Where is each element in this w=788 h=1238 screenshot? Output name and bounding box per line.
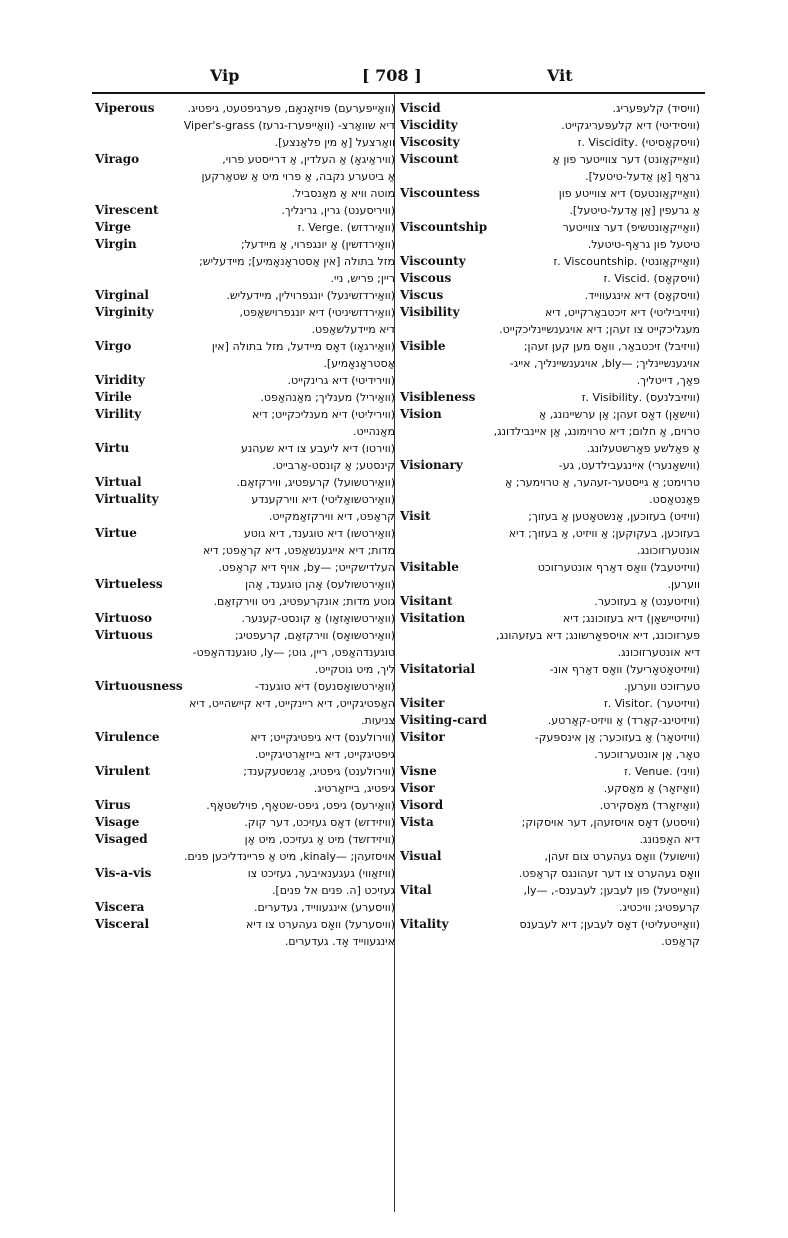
dictionary-entry	[95, 202, 395, 219]
definition-continuation: מאַנהייט.	[353, 425, 395, 438]
definition-continuation: ליך, מיט גוטקייט.	[314, 663, 395, 676]
headword: Virulent	[95, 764, 151, 778]
definition: (וויזיטאָטאָריעל) וואָס דאַרף אונ-	[549, 663, 700, 676]
dictionary-entry	[400, 185, 700, 202]
definition-continuation: טוגענדהאַפט, ריין, גוט; —ly, טוגענדהאַפט-	[192, 646, 395, 659]
definition: (וויריסענט) גרין, גרינליך.	[281, 204, 395, 217]
definition-continuation: צניעות.	[361, 714, 395, 727]
dictionary-entry	[400, 287, 700, 304]
dictionary-entry	[95, 831, 395, 848]
definition-continuation: פאַנטאַסט.	[649, 493, 700, 506]
definition-continuation: וואַרצעל [אַ מין פלאַנצע].	[274, 136, 395, 149]
definition: (ווישועל) וואָס געהערט צום זעהן,	[544, 850, 700, 863]
headword: Visord	[400, 798, 444, 812]
headword: Visual	[400, 849, 442, 863]
dictionary-entry	[400, 593, 700, 610]
dictionary-entry	[95, 287, 395, 304]
dictionary-entry	[95, 491, 395, 508]
definition: (וואַירדזשין) אַ יונגפרוי, אַ מיידעל;	[240, 238, 395, 251]
headword: Virgin	[95, 237, 137, 251]
right-column	[400, 100, 700, 950]
dictionary-entry	[95, 865, 395, 882]
dictionary-entry	[95, 236, 395, 253]
definition-continuation: אַסטראָנאָמיע].	[323, 357, 395, 370]
dictionary-entry	[95, 763, 395, 780]
dictionary-entry	[400, 695, 700, 712]
dictionary-entry	[95, 100, 395, 117]
definition: (ווירטו) דיא ליעבע צו דיא שעהנע	[240, 442, 395, 455]
dictionary-entry	[400, 814, 700, 831]
definition-continuation: ריין; פריש, ניי.	[330, 272, 395, 285]
definition-continuation: ווערען.	[667, 578, 700, 591]
definition-continuation: אַ ביטערע נקבה, אַ פרוי מיט אַ שטאַרקען	[201, 170, 395, 183]
definition: (וויראַיגאָ) אַ העלדין, אַ דרייסטע פרוי,	[222, 153, 395, 166]
definition: (וואַייטעל) פון לעבען; לעבענס-, —ly,	[523, 884, 700, 897]
headword: Visne	[400, 764, 437, 778]
dictionary-entry	[95, 678, 395, 695]
headword: Virus	[95, 798, 131, 812]
definition: (וויזידזשד) מיט אַ געזיכט, מיט אַן	[244, 833, 395, 846]
dictionary-entry	[400, 270, 700, 287]
dictionary-entry	[400, 151, 700, 168]
definition: (וויזיטענט) אַ בעזוכער.	[594, 595, 700, 608]
definition: (וואַיזאָרד) מאַסקירט.	[599, 799, 700, 812]
definition: (וויסקאָסיטי) .Viscidity .ז	[577, 136, 700, 149]
definition: (וויזאַווי) געגענאיבער, געזיכט צו	[247, 867, 395, 880]
definition-continuation: האַפטיגקייט, דיא ריינקייט, דיא קיישהייט, דיא	[189, 697, 395, 710]
definition: (וויסיד) קלעפּעריג.	[612, 102, 700, 115]
definition-continuation: אויסזעהן; —kinaly, מיט אַ פריינדליכען פנים.	[184, 850, 395, 863]
dictionary-entry	[95, 610, 395, 627]
headword: Vitality	[400, 917, 449, 931]
definition-continuation: דיא האָפנונג.	[639, 833, 700, 846]
definition: (וויסקאָס) דיא אינגעווייד.	[584, 289, 700, 302]
page-header	[92, 58, 702, 92]
dictionary-entry	[400, 253, 700, 270]
dictionary-entry	[400, 763, 700, 780]
headword: Virtuous	[95, 628, 153, 642]
headword: Visiter	[400, 696, 445, 710]
dictionary-entry	[400, 916, 700, 933]
headword: Viscountess	[400, 186, 480, 200]
definition: (וויסערעל) וואָס געהערט צו דיא	[245, 918, 395, 931]
definition: (וויזיטיישאָן) דיא בעזוכונג; דיא	[562, 612, 700, 625]
definition: (וויזיבלנעס) .Visibility .ז	[581, 391, 700, 404]
definition-continuation: דיא שוואַרצ- (וואַייפּערז-גרעז) Viper's-grass	[183, 119, 395, 132]
dictionary-entry	[95, 372, 395, 389]
header-left-guide-word: Vip	[210, 66, 240, 85]
header-right-guide-word: Vit	[547, 66, 573, 85]
definition: (וואַירטשו) דיא טוגענד, דיא גוטע	[243, 527, 395, 540]
definition: (וויזיטאָר) אַ בעזוכער; אַן אינספּעק-	[534, 731, 700, 744]
dictionary-entry	[400, 797, 700, 814]
headword: Visibleness	[400, 390, 476, 404]
definition: (ווישאָנערי) איינגעבילדעט, גע-	[558, 459, 700, 472]
headword: Virago	[95, 152, 140, 166]
definition: (וואַייקאַונטעס) דיא צווייטע פון	[558, 187, 700, 200]
headword: Vital	[400, 883, 432, 897]
headword: Virulence	[95, 730, 160, 744]
definition: (וויסידיטי) דיא קלעפּעריגקייט.	[561, 119, 700, 132]
definition-continuation: גוטע מדות; אונקרעפטיג, ניט ווירקזאַם.	[213, 595, 395, 608]
definition-continuation: מזל בתולה [אין אַסטראָנאָמיע]; מיידעליש;	[199, 255, 395, 268]
definition-continuation: גראַף [אַן אַדעל-טיטעל].	[585, 170, 700, 183]
dictionary-entry	[95, 474, 395, 491]
headword: Visitant	[400, 594, 453, 608]
dictionary-entry	[400, 712, 700, 729]
dictionary-entry	[400, 304, 700, 321]
dictionary-entry	[95, 576, 395, 593]
definition: (וויסערע) אינגעווייד, געדערים.	[254, 901, 395, 914]
definition-continuation: גיפטיג, בייזאַרטיג.	[313, 782, 395, 795]
dictionary-entry	[400, 882, 700, 899]
definition: (וואַירטשולעס) אָהן טוגענד, אָהן	[245, 578, 395, 591]
definition: (וואַייקאַונטשיפ) דער צווייטער	[562, 221, 700, 234]
dictionary-entry	[95, 525, 395, 542]
headword: Visaged	[95, 832, 148, 846]
dictionary-entry	[400, 406, 700, 423]
definition: (וואַירדזש) .Verge .ז	[297, 221, 395, 234]
headword: Virtue	[95, 526, 137, 540]
headword: Visible	[400, 339, 446, 353]
definition-continuation: טערזוכט ווערען.	[624, 680, 700, 693]
headword: Visionary	[400, 458, 463, 472]
dictionary-entry	[95, 729, 395, 746]
definition: (וואַייקאַונט) דער צווייטער פון אַ	[552, 153, 700, 166]
page-number: [ 708 ]	[362, 66, 422, 85]
headword: Visitor	[400, 730, 445, 744]
definition: (ווירידיטי) דיא גרינקייט.	[287, 374, 395, 387]
dictionary-entry	[95, 916, 395, 933]
definition-continuation: טיטעל פון גראַף-טיטעל.	[587, 238, 700, 251]
dictionary-entry	[400, 559, 700, 576]
headword: Virtuality	[95, 492, 159, 506]
headword: Virginity	[95, 305, 154, 319]
definition-continuation: פאַך, דייטליך.	[636, 374, 700, 387]
definition-continuation: מוטה וויא אַ מאַנסביל.	[291, 187, 395, 200]
headword: Virility	[95, 407, 142, 421]
definition: (וואַירדזשיניטי) דיא יונגפרוישאַפט,	[239, 306, 395, 319]
definition: (וויזיטעבל) וואָס דאַרף אונטערזוכט	[537, 561, 700, 574]
dictionary-entry	[95, 899, 395, 916]
definition: (וואַיזאָר) אַ מאַסקע.	[603, 782, 700, 795]
definition-continuation: קרעפטיג; וויכטיג.	[619, 901, 700, 914]
headword: Visitatorial	[400, 662, 476, 676]
headword: Virtu	[95, 441, 130, 455]
headword: Viscountship	[400, 220, 488, 234]
headword: Visitation	[400, 611, 466, 625]
definition: (וויני) .Venue .ז	[624, 765, 700, 778]
dictionary-entry	[400, 508, 700, 525]
headword: Viscounty	[400, 254, 466, 268]
dictionary-entry	[400, 848, 700, 865]
dictionary-entry	[400, 117, 700, 134]
definition-continuation: פערזוכונג, דיא אויספאָרשונג; דיא בעזעהונג,	[495, 629, 700, 642]
headword: Virescent	[95, 203, 159, 217]
dictionary-entry	[95, 219, 395, 236]
headword: Virge	[95, 220, 132, 234]
dictionary-entry	[400, 134, 700, 151]
headword: Viscosity	[400, 135, 460, 149]
dictionary-entry	[400, 610, 700, 627]
dictionary-entry	[400, 100, 700, 117]
dictionary-entry	[95, 440, 395, 457]
headword: Viridity	[95, 373, 146, 387]
definition-continuation: וואָס געהערט צו דער זעהונגס קראַפט.	[518, 867, 700, 880]
definition-continuation: טרוימט; אַ גייסטער-זעהער, אַ טרוימער; אַ	[505, 476, 700, 489]
definition-continuation: טרוים, אַ חלום; דיא טרוימונג, אַן איינבילדונג,	[493, 425, 700, 438]
dictionary-entry	[400, 780, 700, 797]
definition: (וואַיריל) מענליך; מאַנהאַפט.	[260, 391, 395, 404]
headword: Visceral	[95, 917, 150, 931]
definition-continuation: בעזוכען, בעקוקען; אַ וויזיט, אַ בעזוך; דיא	[508, 527, 700, 540]
headword: Visage	[95, 815, 140, 829]
definition: (וויזידזש) דאָס געזיכט, דער קוק.	[244, 816, 395, 829]
dictionary-entry	[95, 814, 395, 831]
headword: Virtuousness	[95, 679, 183, 693]
definition: (וויזיטער) .Visitor .ז	[603, 697, 700, 710]
headword: Virile	[95, 390, 132, 404]
definition: (וואַירגאָו) דאָס מיידעל, מזל בתולה [אין	[211, 340, 395, 353]
dictionary-entry	[95, 406, 395, 423]
definition: (וויסקאָס) .Viscid .ז	[603, 272, 700, 285]
headword: Virgo	[95, 339, 132, 353]
definition: (וואַירעס) גיפט, גיפט-שטאָף, פוילשטאָף.	[206, 799, 395, 812]
dictionary-entry	[95, 151, 395, 168]
definition: (ווישאָן) דאָס זעהן; אַן ערשיינונג, אַ	[538, 408, 700, 421]
definition-continuation: קינסטע; אַ קונסט-אַרבייט.	[272, 459, 395, 472]
definition: (וויזיטינג-קאַרד) אַ וויזיט-קאַרטע.	[547, 714, 700, 727]
definition-continuation: דיא אונטערזוכונג.	[617, 646, 700, 659]
headword: Vista	[400, 815, 434, 829]
definition: (וויסטע) דאָס אויסזעהן, דער אויסקוק;	[521, 816, 700, 829]
headword: Virtueless	[95, 577, 163, 591]
definition: (וואַירטשואָס) ווירקזאַם, קרעפטיג;	[234, 629, 395, 642]
dictionary-entry	[95, 627, 395, 644]
definition-continuation: טאָר, אַן אונטערזוכער.	[594, 748, 700, 761]
headword: Viscous	[400, 271, 452, 285]
definition-continuation: אַ גרעפין [אַן אַדעל-טיטעל].	[569, 204, 700, 217]
definition-continuation: אַ פאַלשע פאָרשטעלונג.	[586, 442, 700, 455]
dictionary-entry	[95, 304, 395, 321]
definition-continuation: דיא מיידעלשאַפט.	[311, 323, 395, 336]
definition: (וואַירטשואַליטי) דיא ווירקענדע	[251, 493, 395, 506]
dictionary-entry	[400, 219, 700, 236]
definition: (וויריליטי) דיא מענליכקייט; דיא	[252, 408, 395, 421]
definition: (וואַירדזשינעל) יונגפרוילין, מיידעליש.	[226, 289, 395, 302]
definition: (וויזיבל) זיכטבאַר, וואָס מען קען זעהן;	[523, 340, 700, 353]
headword: Viscera	[95, 900, 145, 914]
header-rule	[92, 92, 705, 94]
headword: Visitable	[400, 560, 459, 574]
dictionary-entry	[95, 389, 395, 406]
definition: (וואַירטשואָסנעס) דיא טוגענד-	[254, 680, 395, 693]
headword: Viscid	[400, 101, 441, 115]
headword: Visor	[400, 781, 435, 795]
definition-continuation: קראַפט.	[661, 935, 700, 948]
dictionary-entry	[400, 661, 700, 678]
dictionary-entry	[400, 729, 700, 746]
definition-continuation: מדות; דיא אייגענשאַפט, דיא קראַפט; דיא	[202, 544, 395, 557]
dictionary-entry	[95, 797, 395, 814]
headword: Vision	[400, 407, 442, 421]
definition-continuation: קראַפט, דיא ווירקזאַמקייט.	[268, 510, 395, 523]
dictionary-entry	[95, 338, 395, 355]
definition-continuation: אונטערזוכונג.	[636, 544, 700, 557]
headword: Viscount	[400, 152, 459, 166]
definition-continuation: גיפטיגקייט, דיא בייזאַרטיגקייט.	[254, 748, 395, 761]
headword: Visibility	[400, 305, 460, 319]
headword: Visiting-card	[400, 713, 487, 727]
definition: (ווירולענס) דיא גיפטיגקייט; דיא	[250, 731, 395, 744]
headword: Vis-a-vis	[95, 866, 152, 880]
dictionary-entry	[400, 338, 700, 355]
definition-continuation: העלדישקייט; —by, אויף דיא קראַפט.	[218, 561, 395, 574]
headword: Visit	[400, 509, 431, 523]
definition: (וואַייפּערעם) פּויזאָנאָם, פערגיפטעט, גיפטיג.	[187, 102, 395, 115]
headword: Viscidity	[400, 118, 458, 132]
headword: Viperous	[95, 101, 155, 115]
dictionary-entry	[400, 457, 700, 474]
headword: Virtual	[95, 475, 142, 489]
definition: (ווירולענט) גיפטיג, אַנשטעקענד;	[243, 765, 395, 778]
definition: (וואַייקאַונטי) .Viscountship .ז	[553, 255, 700, 268]
headword: Viscus	[400, 288, 444, 302]
headword: Virtuoso	[95, 611, 153, 625]
definition: (וויזיביליטי) דיא זיכטבאַרקייט, דיא	[544, 306, 700, 319]
definition: (וואַירטשואָזאָו) אַ קונסט-קענער.	[241, 612, 395, 625]
definition: (וויזיט) בעזוכען, אָנשטאָטען אַ בעזוך;	[528, 510, 700, 523]
dictionary-entry	[400, 389, 700, 406]
definition-continuation: געזיכט [ה. פנים אל פנים].	[271, 884, 395, 897]
definition-continuation: מעגליכקייט צו זעהן; דיא אויגענשיינליכקייט.	[499, 323, 700, 336]
definition: (וואַייטעליטי) דאָס לעבען; דיא לעבענס	[519, 918, 700, 931]
definition-continuation: אינגעווייד אָד. געדערים.	[284, 935, 395, 948]
definition: (וואַירטשועל) קרעפטיג, ווירקזאַם.	[236, 476, 395, 489]
left-column	[95, 100, 395, 950]
definition-continuation: אויגענשיינליך; —bly, אויגענשיינליך, אייג-	[509, 357, 700, 370]
headword: Virginal	[95, 288, 149, 302]
